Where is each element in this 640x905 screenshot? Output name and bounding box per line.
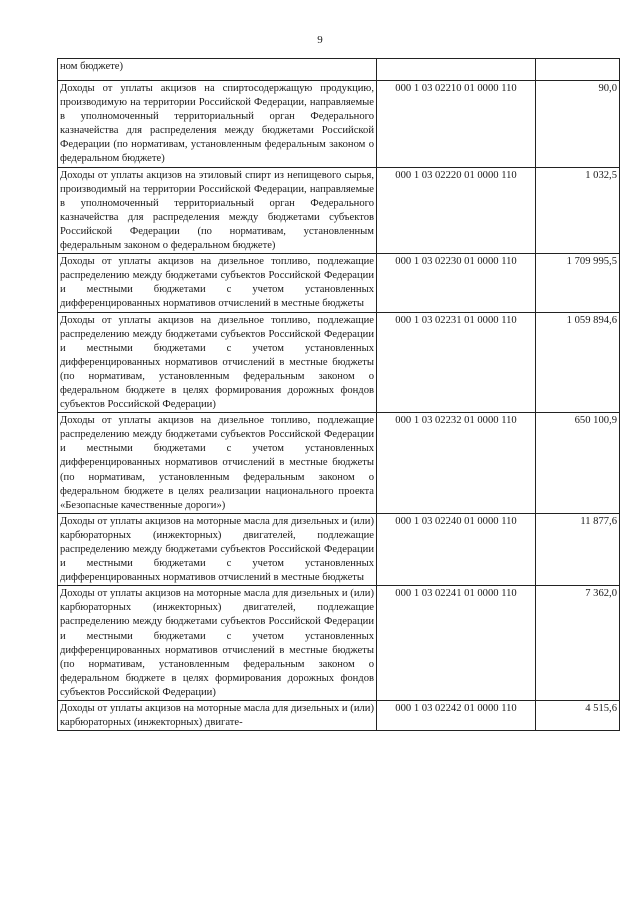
table-row [58,701,620,731]
revenue-table [57,58,620,731]
row-code: 000 1 03 02210 01 0000 110 [377,81,536,168]
row-amount: 7 362,0 [536,586,620,701]
table-row [58,586,620,701]
row-amount: 1 059 894,6 [536,312,620,413]
table-row [58,81,620,168]
row-description: Доходы от уплаты акцизов на моторные масла для дизельных и (или) карбюраторных (инжекторных) двигателей, подлежащие распределению между бюджетами субъектов Российской Федерации и местными бюджетами с учетом установленных дифференцированных нормативов отчислений в местные бюджеты (по нормативам, установленным федеральным законом о федеральном бюджете в целях формирования дорожных фондов субъектов Российской Федерации) [58,586,377,701]
row-amount: 4 515,6 [536,701,620,731]
table-row [58,312,620,413]
table-row [58,167,620,254]
row-amount [536,59,620,81]
row-amount: 11 877,6 [536,513,620,585]
row-description: Доходы от уплаты акцизов на спиртосодержащую продукцию, производимую на территории Российской Федерации, направляемые в уполномоченный территориальный орган Федерального казначейства для распределения между бюджетами Российской Федерации (по нормативам, установленным федеральным законом о федеральном бюджете) [58,81,377,168]
row-amount: 1 709 995,5 [536,254,620,312]
row-code: 000 1 03 02231 01 0000 110 [377,312,536,413]
row-description: Доходы от уплаты акцизов на дизельное топливо, подлежащие распределению между бюджетами субъектов Российской Федерации и местными бюджетами с учетом установленных дифференцированных нормативов отчислений в местные бюджеты (по нормативам, установленным федеральным законом о федеральном бюджете в целях формирования дорожных фондов субъектов Российской Федерации) [58,312,377,413]
row-description: Доходы от уплаты акцизов на дизельное топливо, подлежащие распределению между бюджетами субъектов Российской Федерации и местными бюджетами с учетом установленных дифференцированных нормативов отчислений в местные бюджеты (по нормативам, установленным федеральным законом о федеральном бюджете в целях реализации национального проекта «Безопасные качественные дороги») [58,413,377,514]
row-amount: 1 032,5 [536,167,620,254]
table-row [58,413,620,514]
row-code: 000 1 03 02232 01 0000 110 [377,413,536,514]
row-description: Доходы от уплаты акцизов на моторные масла для дизельных и (или) карбюраторных (инжекторных) двигате- [58,701,377,731]
row-description: Доходы от уплаты акцизов на этиловый спирт из непищевого сырья, производимый на территории Российской Федерации, направляемые в уполномоченный территориальный орган Федерального казначейства для распределения между бюджетами субъектов Российской Федерации (по нормативам, установленным федеральным законом о федеральном бюджете) [58,167,377,254]
row-description: ном бюджете) [58,59,377,81]
row-code: 000 1 03 02240 01 0000 110 [377,513,536,585]
row-description: Доходы от уплаты акцизов на моторные масла для дизельных и (или) карбюраторных (инжекторных) двигателей, подлежащие распределению между бюджетами субъектов Российской Федерации и местными бюджетами с учетом установленных дифференцированных нормативов отчислений в местные бюджеты [58,513,377,585]
table-row [58,254,620,312]
row-code: 000 1 03 02230 01 0000 110 [377,254,536,312]
row-code [377,59,536,81]
table-row [58,513,620,585]
row-code: 000 1 03 02242 01 0000 110 [377,701,536,731]
row-amount: 650 100,9 [536,413,620,514]
row-description: Доходы от уплаты акцизов на дизельное топливо, подлежащие распределению между бюджетами субъектов Российской Федерации и местными бюджетами с учетом установленных дифференцированных нормативов отчислений в местные бюджеты [58,254,377,312]
page-number: 9 [317,34,323,46]
row-code: 000 1 03 02220 01 0000 110 [377,167,536,254]
row-code: 000 1 03 02241 01 0000 110 [377,586,536,701]
row-amount: 90,0 [536,81,620,168]
table-row [58,59,620,81]
